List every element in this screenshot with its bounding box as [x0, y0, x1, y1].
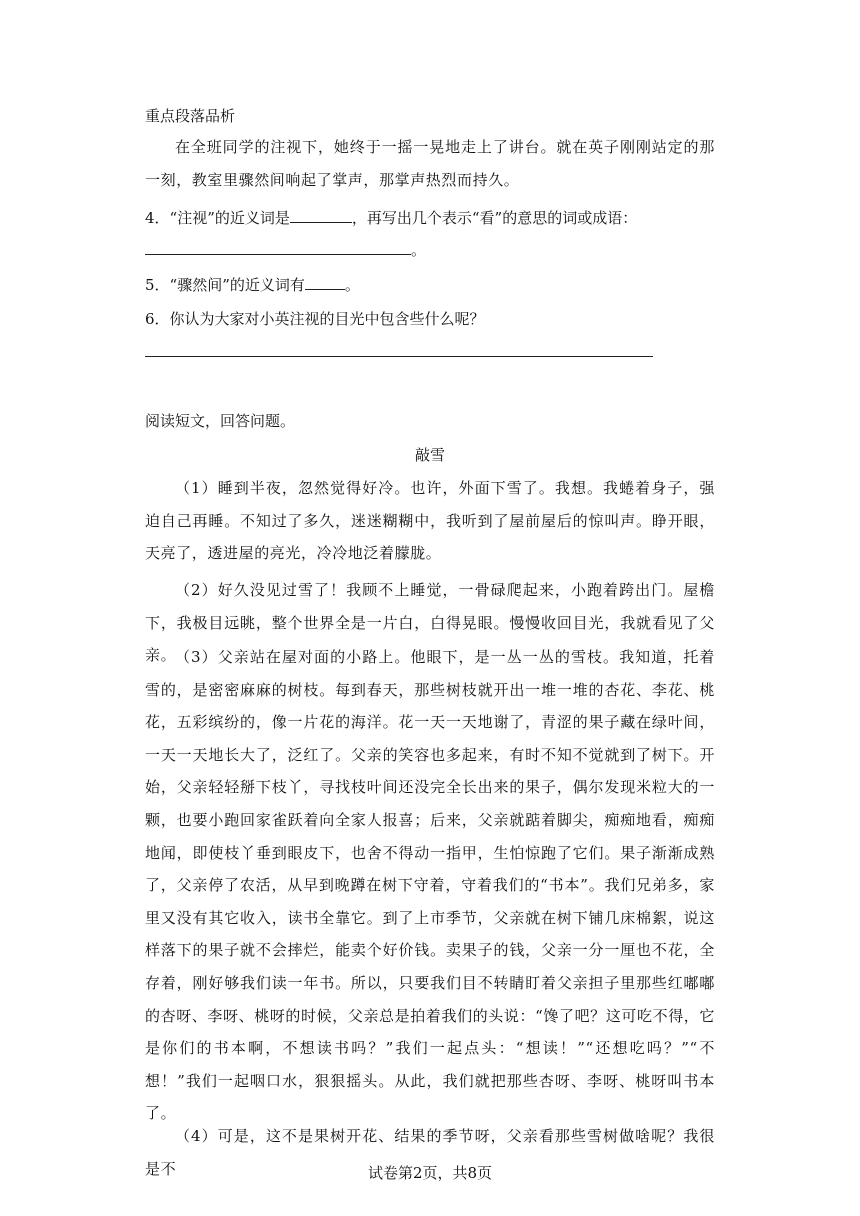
- question-4-answer-line: [145, 240, 426, 260]
- page-footer: 试卷第2页，共8页: [367, 1164, 493, 1182]
- question-5: [145, 275, 360, 295]
- answer-blank[interactable]: [305, 275, 345, 290]
- article-title: 敲雪: [414, 446, 445, 464]
- article-paragraph-2: （2）好久没见过雪了！我顾不上睡觉，一骨碌爬起来，小跑着跨出门。屋檐下，我极目远眺，整个世界全是一片白，白得晃眼。慢慢收回目光，我就看见了父亲。: [145, 581, 715, 665]
- question-5-start: 5．“骤然间”的近义词有: [145, 276, 305, 294]
- answer-blank[interactable]: [145, 342, 653, 357]
- section-heading: 重点段落品析: [145, 107, 236, 125]
- answer-blank[interactable]: [290, 208, 352, 223]
- reading-instruction: 阅读短文，回答问题。: [145, 412, 296, 430]
- answer-blank[interactable]: [145, 240, 411, 255]
- article-paragraph-3: （3）父亲站在屋对面的小路上。他眼下，是一丛一丛的雪枝。我知道，托着雪的，是密密麻麻的树枝。每到春天，那些树枝就开出一堆一堆的杏花、李花、桃花，五彩缤纷的，像一片花的海洋。花一天一天地谢了，青涩的果子藏在绿叶间，一天一天地长大了，泛红了。父亲的笑容也多起来，有时不知不觉就到了树下。开始，父亲轻轻掰下枝丫，寻找枝叶间还没完全长出来的果子，偶尔发现米粒大的一颗，也要小跑回家雀跃着向全家人报喜；后来，父亲就踮着脚尖，痴痴地看，痴痴地闻，即使枝丫垂到眼皮下，也舍不得动一指甲，生怕惊跑了它们。果子渐渐成熟了，父亲停了农活，从早到晚蹲在树下守着，守着我们的“书本”。我们兄弟多，家里又没有其它收入，读书全靠它。到了上市季节，父亲就在树下铺几床棉絮，说这样落下的果子就不会摔烂，能卖个好价钱。卖果子的钱，父亲一分一厘也不花，全存着，刚好够我们读一年书。所以，只要我们目不转睛盯着父亲担子里那些红嘟嘟的杏呀、李呀、桃呀的时候，父亲总是拍着我们的头说：“馋了吧？这可吃不得，它是你们的书本啊，不想读书吗？”我们一起点头：“想读！”“还想吃吗？”“不想！”我们一起咽口水，狠狠摇头。从此，我们就把那些杏呀、李呀、桃呀叫书本了。: [145, 648, 715, 1123]
- excerpt-paragraph: 在全班同学的注视下，她终于一摇一晃地走上了讲台。就在英子刚刚站定的那一刻，教室里骤然间响起了掌声，那掌声热烈而持久。: [145, 138, 715, 189]
- article-paragraph-1: （1）睡到半夜，忽然觉得好冷。也许，外面下雪了。我想。我蜷着身子，强迫自己再睡。不知过了多久，迷迷糊糊中，我听到了屋前屋后的惊叫声。睁开眼，天亮了，透进屋的亮光，冷冷地泛着朦胧。: [145, 479, 715, 563]
- question-4-end: ，再写出几个表示“看”的意思的词或成语：: [351, 209, 638, 227]
- question-4: [145, 208, 637, 228]
- question-4-tail: 。: [411, 241, 427, 259]
- question-6: 6．你认为大家对小英注视的目光中包含些什么呢？: [145, 310, 485, 328]
- question-5-end: 。: [344, 276, 360, 294]
- article-paragraph-4: （4）可是，这不是果树开花、结果的季节呀，父亲看那些雪树做啥呢？我很是不: [145, 1127, 715, 1178]
- question-6-answer-line: [145, 342, 653, 362]
- question-4-start: 4．“注视”的近义词是: [145, 209, 290, 227]
